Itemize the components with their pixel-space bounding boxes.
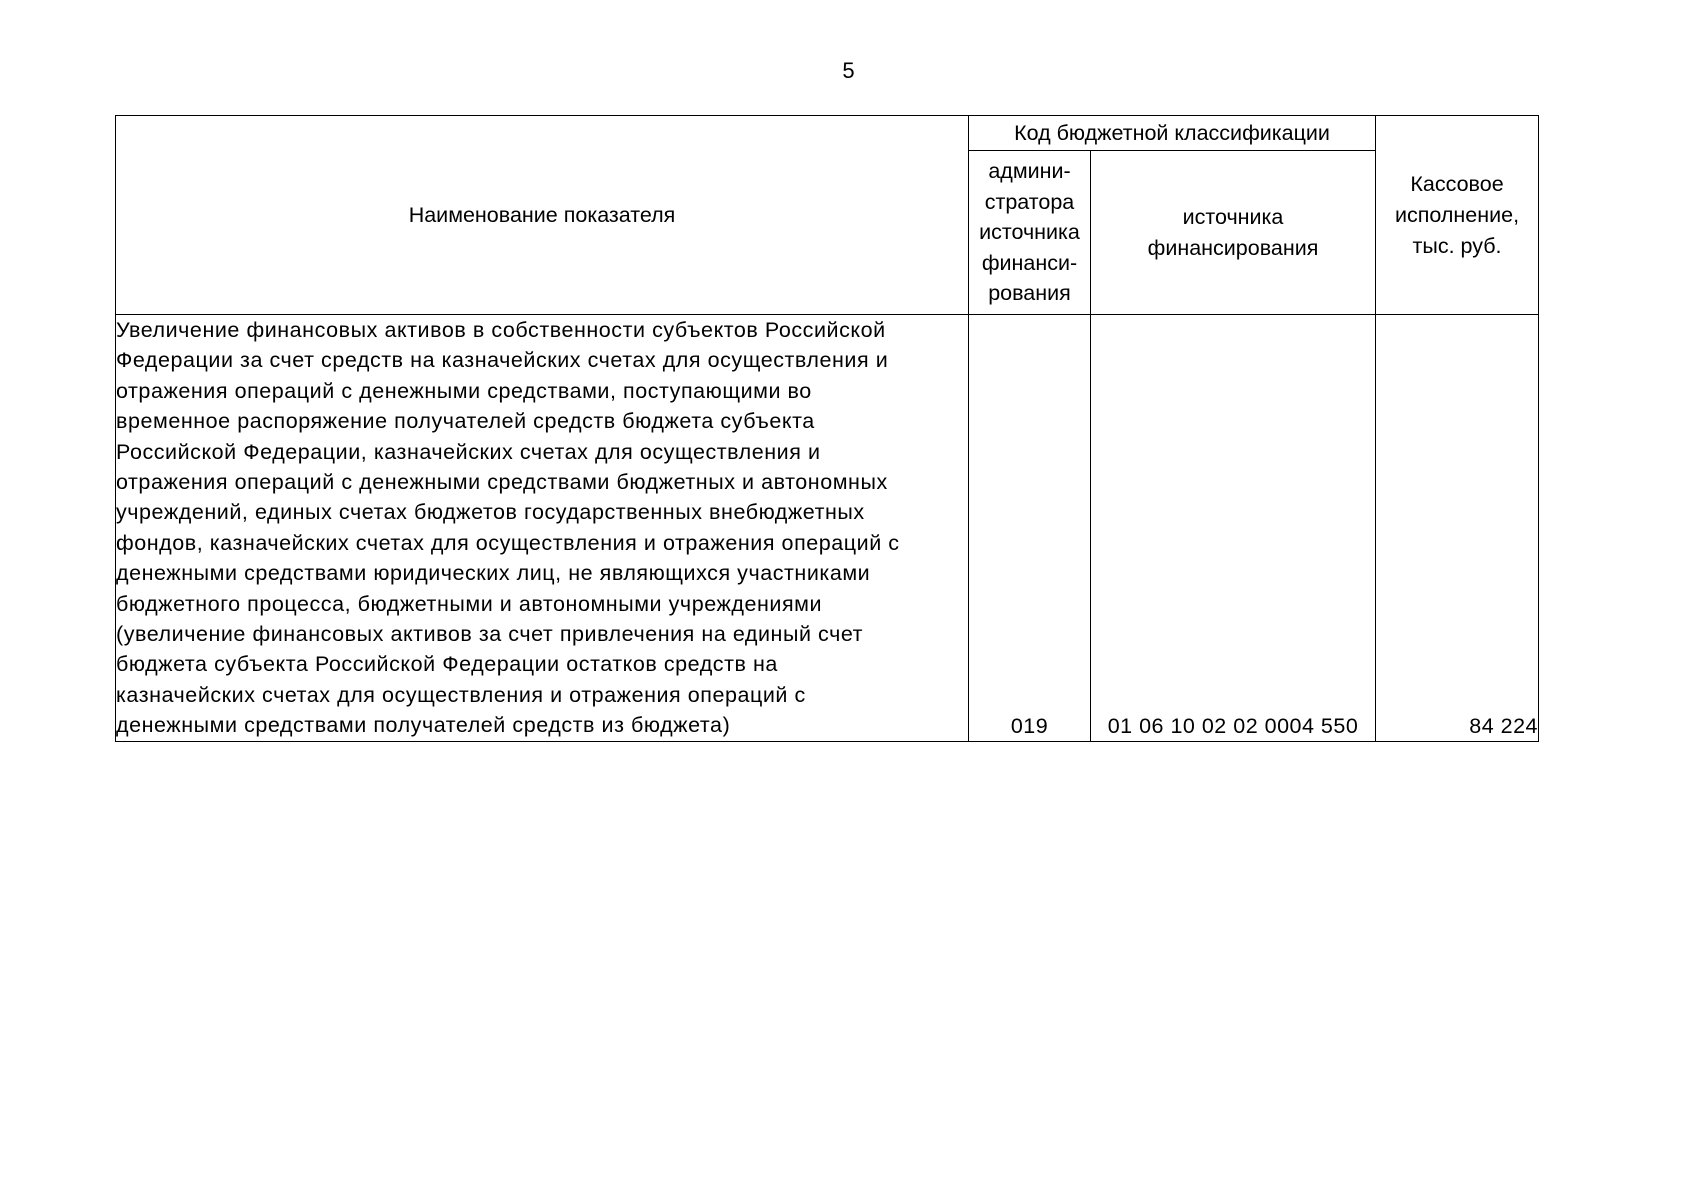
name-line: казначейских счетах для осуществления и отражения операций с — [116, 682, 806, 707]
name-line: Увеличение финансовых активов в собственности субъектов Российской — [116, 318, 886, 342]
name-line: денежными средствами получателей средств из бюджета) — [116, 713, 731, 738]
header-financing-source — [1091, 151, 1376, 315]
header-admin-line-3: источника — [979, 220, 1080, 245]
source-code-cell: 01 06 10 02 02 0004 550 — [1091, 315, 1376, 742]
header-admin-line-1: админи- — [988, 159, 1071, 184]
header-admin-line-2: стратора — [984, 189, 1075, 214]
indicator-name-cell — [116, 315, 969, 742]
header-exec-line-1: Кассовое — [1410, 171, 1504, 196]
header-indicator-name: Наименование показателя — [116, 116, 969, 315]
table-row — [116, 315, 1539, 742]
name-line: временное распоряжение получателей средств бюджета субъекта — [116, 409, 815, 434]
page-number: 5 — [842, 58, 855, 83]
name-line: (увеличение финансовых активов за счет привлечения на единый счет — [116, 622, 864, 647]
name-line: денежными средствами юридических лиц, не являющихся участниками — [116, 561, 871, 586]
header-cash-execution — [1376, 116, 1539, 315]
name-line: Федерации за счет средств на казначейских счетах для осуществления и — [116, 348, 889, 373]
administrator-code-cell: 019 — [969, 315, 1091, 742]
budget-source-table — [115, 115, 1539, 742]
cash-execution-amount-cell: 84 224 — [1376, 315, 1539, 742]
name-line: бюджетного процесса, бюджетными и автономными учреждениями — [116, 591, 823, 616]
name-line: бюджета субъекта Российской Федерации остатков средств на — [116, 652, 778, 677]
name-line: Российской Федерации, казначейских счетах для осуществления и — [116, 439, 821, 464]
header-administrator — [969, 151, 1091, 315]
header-admin-line-5: рования — [988, 281, 1071, 306]
name-line: учреждений, единых счетах бюджетов государственных внебюджетных — [116, 500, 865, 525]
header-exec-line-2: исполнение, — [1394, 202, 1520, 227]
name-line: отражения операций с денежными средствами бюджетных и автономных — [116, 470, 888, 495]
header-exec-line-3: тыс. руб. — [1412, 233, 1502, 258]
header-admin-line-4: финанси- — [981, 250, 1078, 275]
header-row-top — [116, 116, 1539, 151]
name-line: фондов, казначейских счетах для осуществления и отражения операций с — [116, 530, 900, 555]
header-source-line-1: источника — [1182, 204, 1284, 229]
name-line: отражения операций с денежными средствами, поступающими во — [116, 378, 812, 403]
header-source-line-2: финансирования — [1147, 235, 1319, 260]
header-budget-classification-code: Код бюджетной классификации — [969, 116, 1376, 151]
